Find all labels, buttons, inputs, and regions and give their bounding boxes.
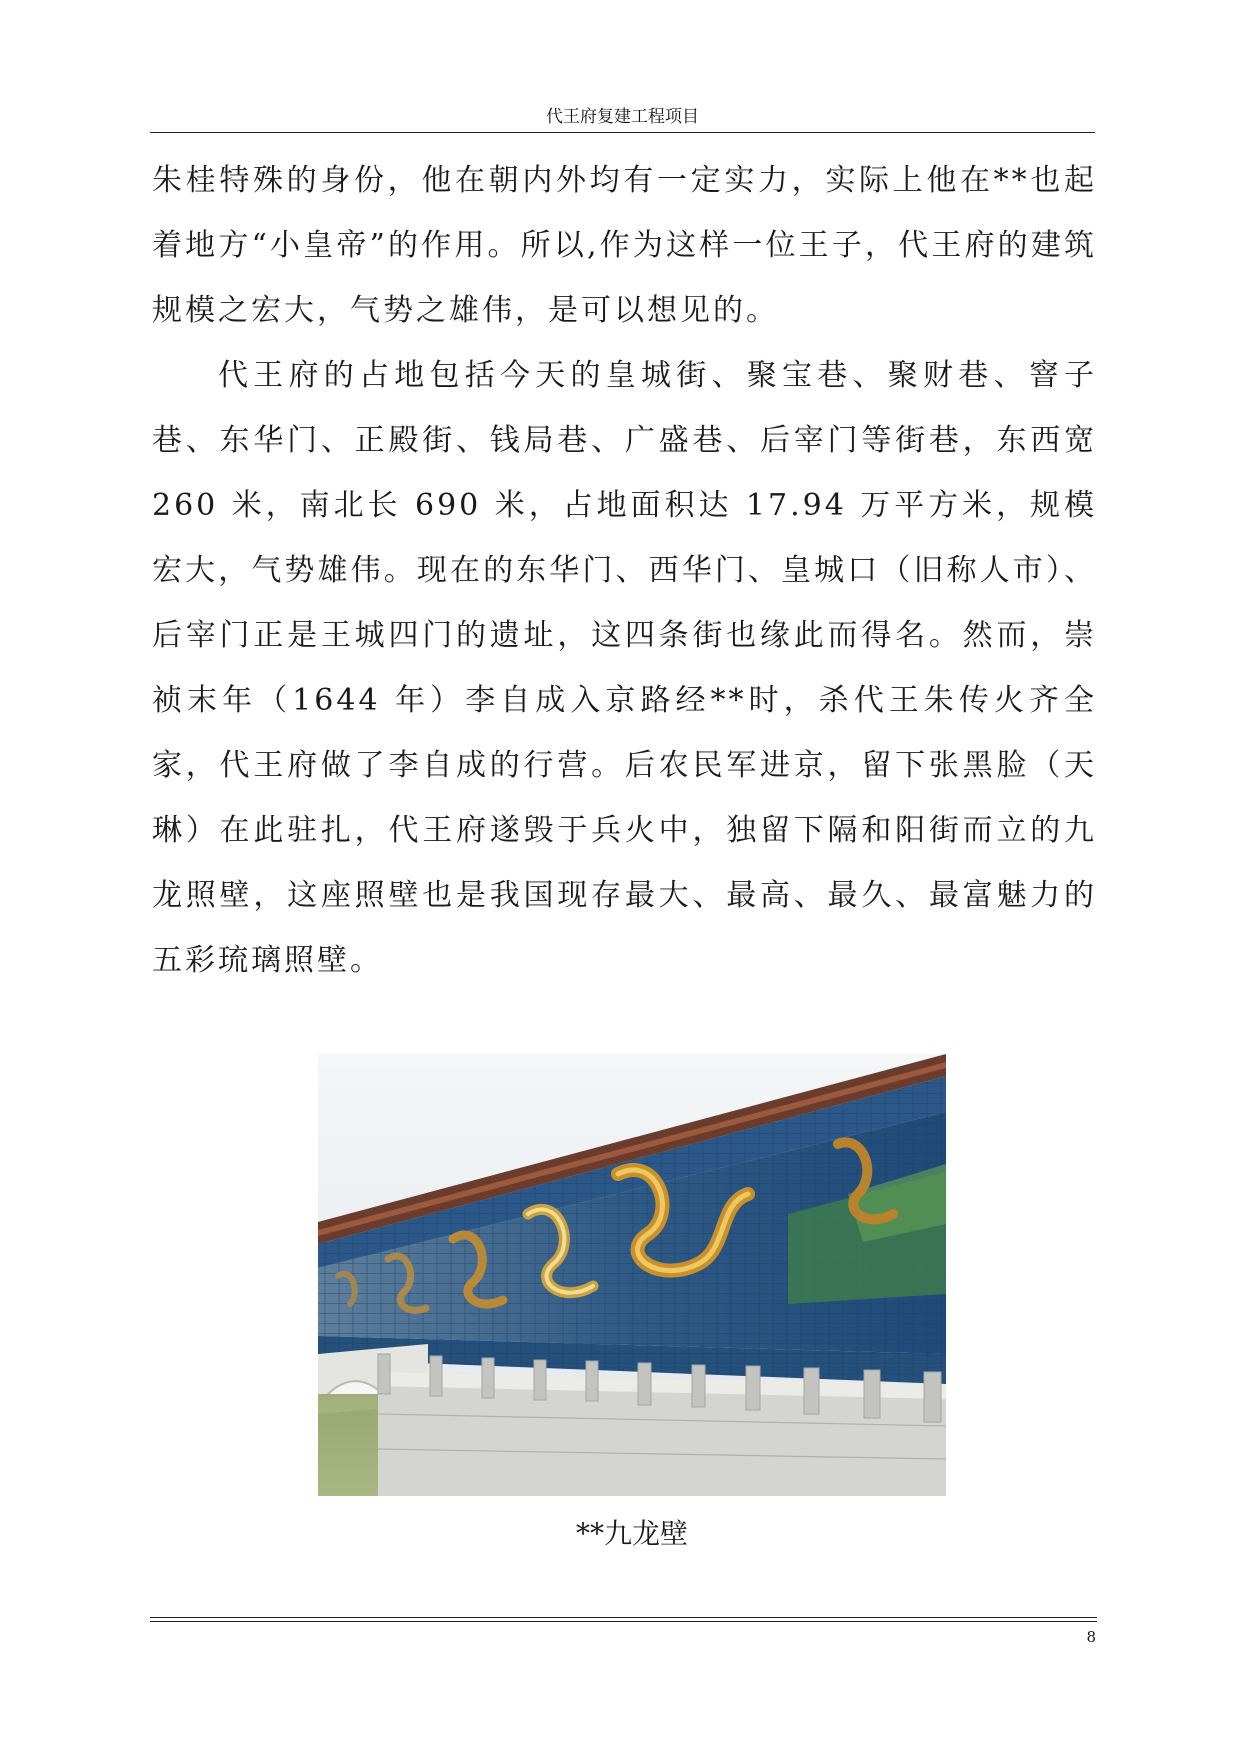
header-rule	[150, 132, 1095, 133]
paragraph-1: 朱桂特殊的身份，他在朝内外均有一定实力，实际上他在**也起着地方“小皇帝”的作用。所以,作为这样一位王子，代王府的建筑规模之宏大，气势之雄伟，是可以想见的。	[152, 163, 1097, 328]
footer-rule-inner	[150, 1621, 1097, 1622]
figure-caption: **九龙壁	[575, 1517, 688, 1550]
body-text	[152, 148, 1097, 993]
nine-dragon-wall-photo	[318, 1054, 946, 1496]
running-header: 代王府复建工程项目	[546, 107, 699, 127]
footer-rule	[150, 1617, 1097, 1618]
paragraph-2: 代王府的占地包括今天的皇城街、聚宝巷、聚财巷、窨子巷、东华门、正殿街、钱局巷、广盛巷、后宰门等街巷，东西宽 260 米，南北长 690 米，占地面积达 17.94 万平方米，规模宏大，气势雄伟。现在的东华门、西华门、皇城口（旧称人市）、后宰门正是王城四门的遗址，这四条街也缘此而得名。然而，崇祯末年（1644 年）李自成入京路经**时，杀代王朱传火齐全家，代王府做了李自成的行营。后农民军进京，留下张黑脸（天琳）在此驻扎，代王府遂毁于兵火中，独留下隔和阳街而立的九龙照壁，这座照壁也是我国现存最大、最高、最久、最富魅力的五彩琉璃照壁。	[152, 358, 1097, 978]
page-number: 8	[1086, 1628, 1096, 1646]
